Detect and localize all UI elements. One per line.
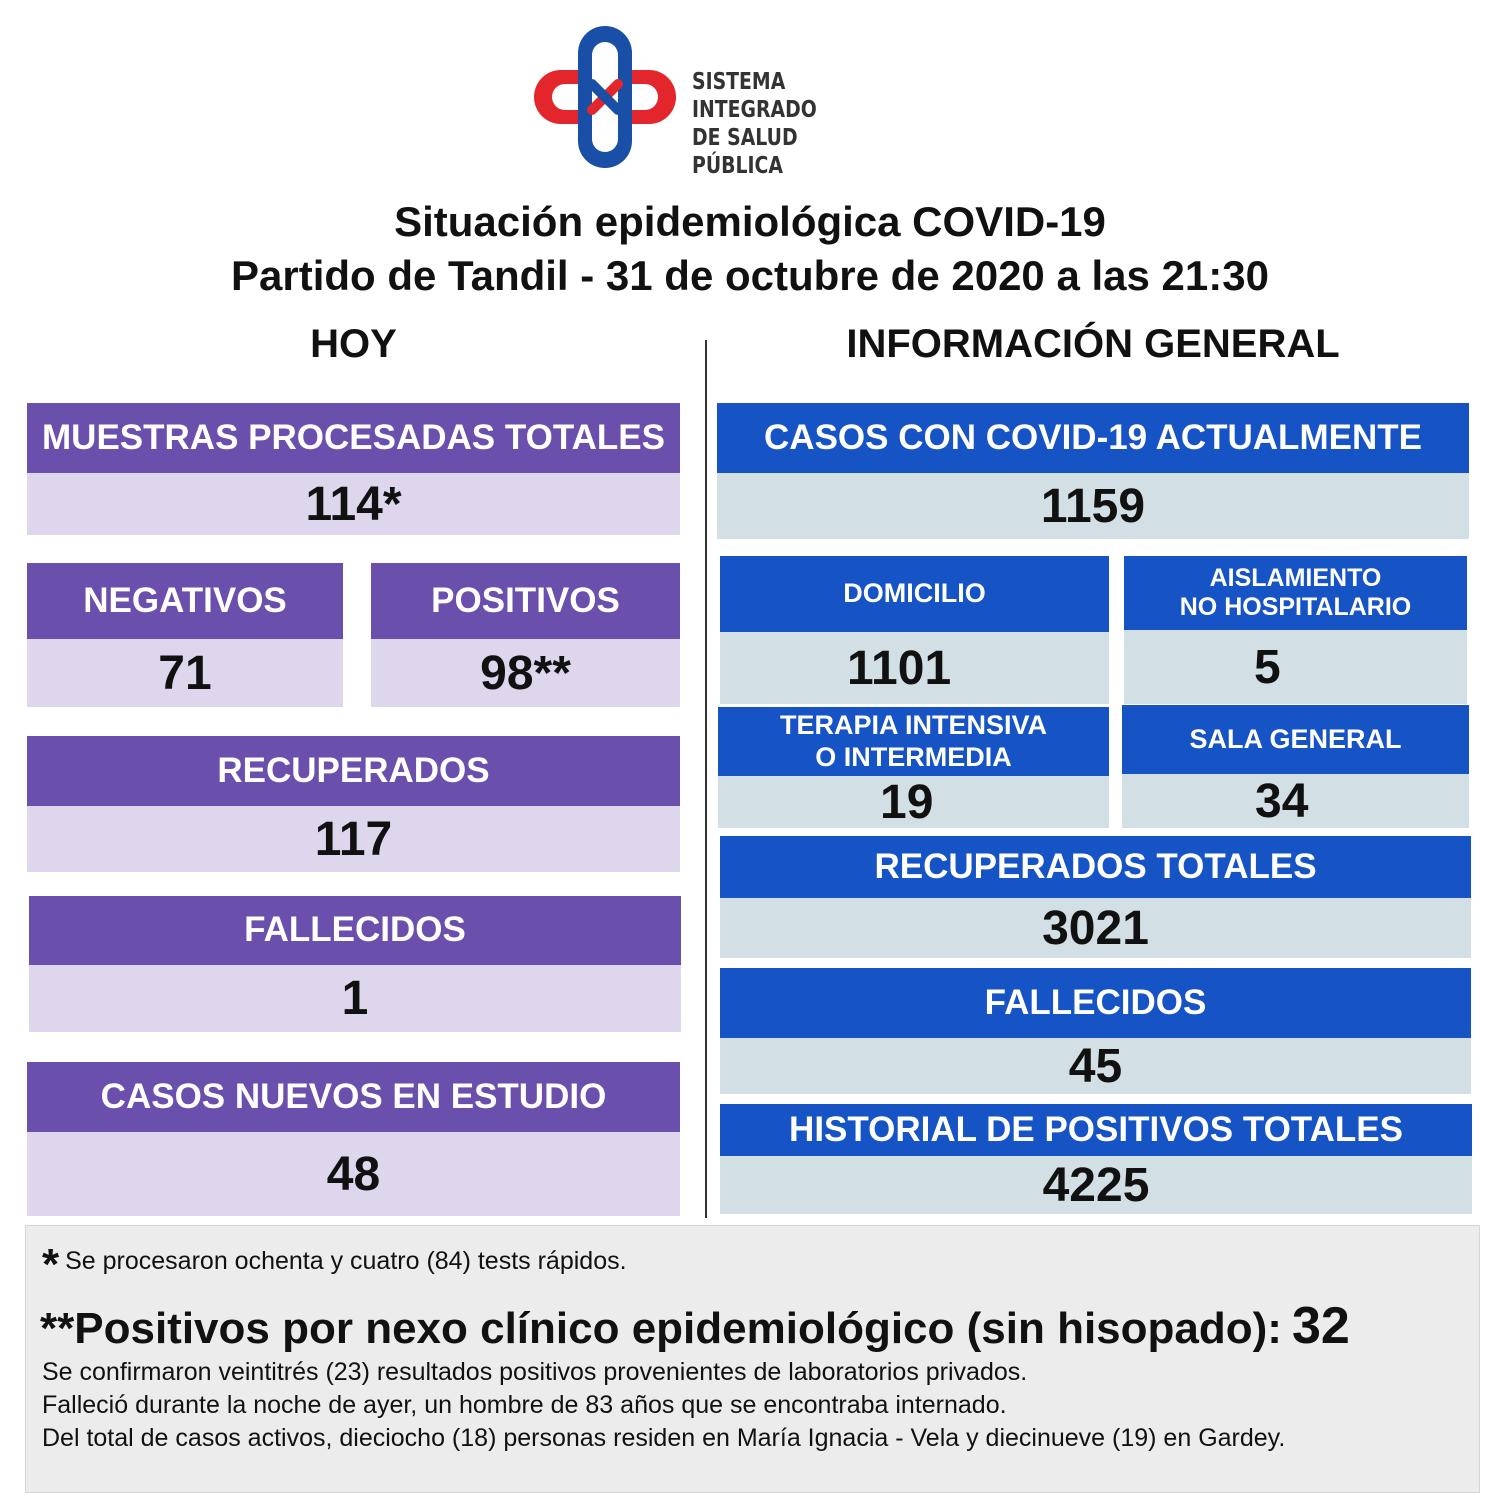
nexo-value: 32 [1291, 1297, 1350, 1355]
casos-actuales-value: 1159 [717, 473, 1469, 539]
right-heading: INFORMACIÓN GENERAL [846, 322, 1340, 366]
sala-general-label: SALA GENERAL [1122, 705, 1469, 774]
logo [530, 22, 930, 179]
domicilio-value: 1101 [720, 632, 1109, 704]
logo-text [692, 68, 887, 180]
terapia-label-line2: O INTERMEDIA [815, 741, 1012, 772]
nexo-label: **Positivos por nexo clínico epidemiológico (sin hisopado): [40, 1304, 1282, 1353]
health-cross-logo-icon [530, 22, 680, 172]
rapid-tests-text: Se procesaron ochenta y cuatro (84) tests rápidos. [65, 1247, 627, 1275]
fallecidos-total-value: 45 [720, 1038, 1471, 1094]
casos-nuevos-value: 48 [27, 1132, 680, 1216]
historial-value: 4225 [720, 1156, 1472, 1214]
muestras-value: 114* [27, 473, 680, 535]
positivos-label: POSITIVOS [371, 563, 680, 639]
recuperados-totales-value: 3021 [720, 898, 1471, 958]
logo-line1: SISTEMA INTEGRADO [692, 69, 817, 123]
muestras-label: MUESTRAS PROCESADAS TOTALES [27, 403, 680, 473]
logo-line2: DE SALUD PÚBLICA [692, 125, 798, 179]
positivos-value: 98** [371, 639, 680, 707]
sala-general-value: 34 [1122, 774, 1469, 828]
fallecidos-hoy-label: FALLECIDOS [29, 896, 681, 965]
domicilio-label: DOMICILIO [720, 556, 1109, 632]
note-line-1: Se confirmaron veintitrés (23) resultados positivos provenientes de laboratorios privados. [42, 1358, 1028, 1386]
note-nexo [40, 1296, 1350, 1356]
aislamiento-value: 5 [1124, 630, 1467, 704]
fallecidos-total-label: FALLECIDOS [720, 968, 1471, 1038]
terapia-value: 19 [718, 776, 1109, 828]
casos-nuevos-label: CASOS NUEVOS EN ESTUDIO [27, 1062, 680, 1132]
terapia-label [718, 707, 1109, 776]
aislamiento-label-line1: AISLAMIENTO [1209, 564, 1382, 593]
negativos-value: 71 [27, 639, 343, 707]
recuperados-label: RECUPERADOS [27, 736, 680, 806]
historial-label: HISTORIAL DE POSITIVOS TOTALES [720, 1104, 1472, 1156]
left-heading: HOY [310, 322, 397, 366]
recuperados-totales-label: RECUPERADOS TOTALES [720, 836, 1471, 898]
footnote-star: * [42, 1240, 60, 1289]
negativos-label: NEGATIVOS [27, 563, 343, 639]
note-line-2: Falleció durante la noche de ayer, un hombre de 83 años que se encontraba internado. [42, 1391, 1007, 1419]
notes-panel [25, 1225, 1480, 1493]
casos-actuales-label: CASOS CON COVID-19 ACTUALMENTE [717, 403, 1469, 473]
terapia-label-line1: TERAPIA INTENSIVA [779, 710, 1048, 741]
aislamiento-label [1124, 556, 1467, 630]
page-title: Situación epidemiológica COVID-19 [394, 198, 1106, 245]
recuperados-value: 117 [27, 806, 680, 872]
note-rapid-tests [42, 1240, 627, 1290]
aislamiento-label-line2: NO HOSPITALARIO [1179, 593, 1412, 621]
fallecidos-hoy-value: 1 [29, 965, 681, 1032]
column-divider [705, 340, 707, 1218]
note-line-3: Del total de casos activos, dieciocho (18) personas residen en María Ignacia - Vela y diecinueve (19) en Gardey. [42, 1424, 1286, 1452]
page-subtitle: Partido de Tandil - 31 de octubre de 2020 a las 21:30 [231, 252, 1269, 299]
